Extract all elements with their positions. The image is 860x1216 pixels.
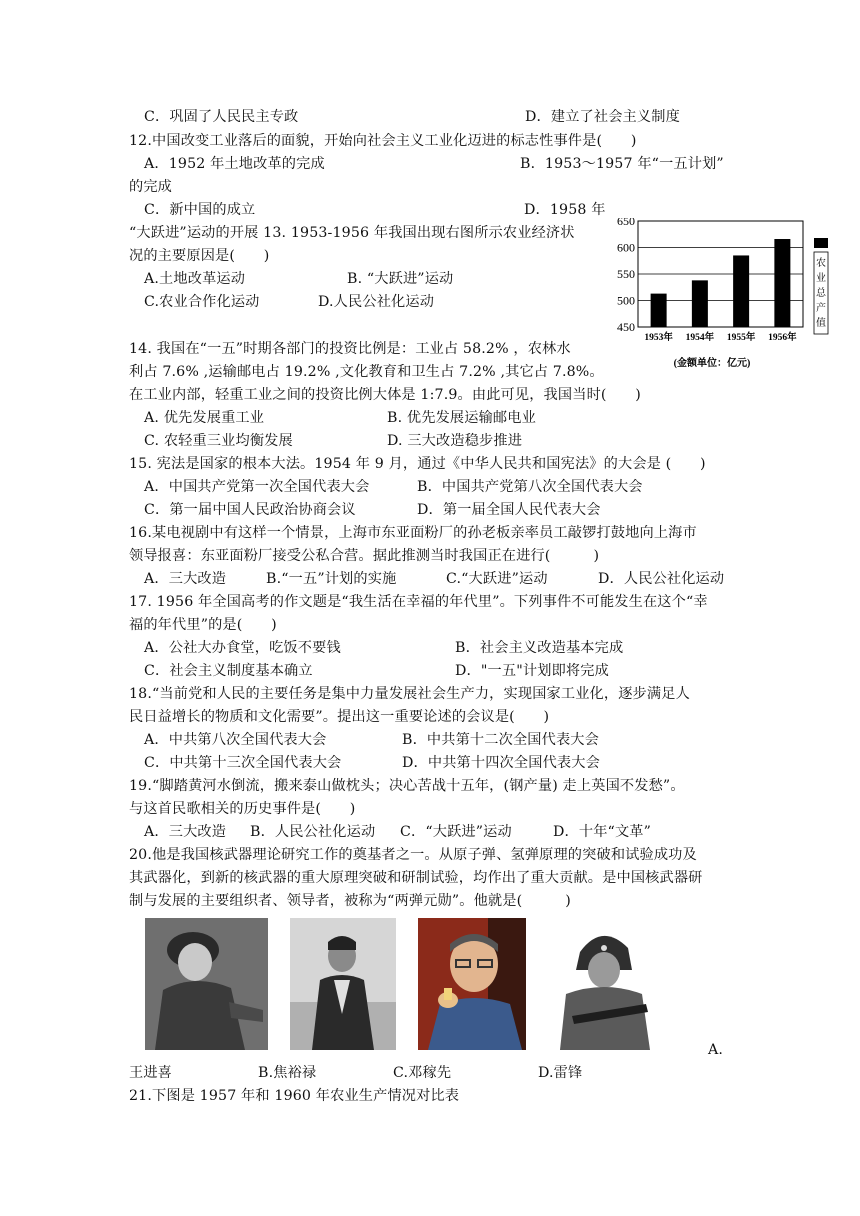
q19-option-a: A．三大改造 — [144, 824, 227, 840]
q20-option-c: C.邓稼先 — [393, 1065, 452, 1081]
legend-char: 农 — [816, 258, 826, 269]
q14-option-a: A. 优先发展重工业 — [144, 410, 265, 426]
q11-option-d: D．建立了社会主义制度 — [525, 109, 680, 125]
bar-1954年 — [692, 280, 708, 327]
x-tick-label: 1956年 — [768, 333, 797, 343]
photo-wang-jinxi — [145, 918, 268, 1050]
legend-char: 产 — [816, 303, 826, 314]
y-tick-label: 450 — [617, 320, 635, 334]
q19-option-d: D．十年“文革” — [553, 824, 652, 840]
q19-option-c: C．“大跃进”运动 — [400, 824, 512, 840]
q19-stem-line1: 19.“脚踏黄河水倒流，搬来泰山做枕头；决心苦战十五年，(钢产量) 走上英国不发愁”。 — [129, 778, 685, 794]
q16-option-d: D．人民公社化运动 — [598, 571, 725, 587]
q12-option-a: A．1952 年土地改革的完成 — [144, 156, 325, 172]
q19-stem-line2: 与这首民歌相关的历史事件是( ) — [129, 801, 356, 817]
legend-swatch — [814, 238, 828, 248]
q19-option-b: B．人民公社化运动 — [250, 824, 376, 840]
q15-option-b: B．中国共产党第八次全国代表大会 — [417, 479, 643, 495]
q18-stem-line1: 18.“当前党和人民的主要任务是集中力量发展社会生产力，实现国家工业化，逐步满足人 — [129, 686, 690, 702]
q14-option-c: C. 农轻重三业均衡发展 — [144, 433, 293, 449]
legend-char: 值 — [816, 318, 826, 329]
q18-option-c: C．中共第十三次全国代表大会 — [144, 755, 342, 771]
agri-output-chart-svg — [612, 218, 838, 374]
legend-char: 总 — [816, 288, 826, 299]
q13-option-d: D.人民公社化运动 — [318, 294, 435, 310]
q15-option-d: D．第一届全国人民代表大会 — [417, 502, 601, 518]
q13-stem-line1: “大跃进”运动的开展 13. 1953-1956 年我国出现右图所示农业经济状 — [129, 225, 575, 241]
agri-output-chart — [612, 218, 838, 374]
q16-option-b: B.“一五”计划的实施 — [266, 571, 397, 587]
q12-option-c: C．新中国的成立 — [144, 202, 256, 218]
chart-caption: (金额单位：亿元) — [673, 358, 751, 369]
y-tick-label: 550 — [617, 267, 635, 281]
q13-option-b: B. “大跃进”运动 — [347, 271, 454, 287]
q11-option-c: C．巩固了人民民主专政 — [144, 109, 299, 125]
q20-option-a-letter: A. — [708, 1042, 724, 1058]
y-tick-label: 600 — [617, 240, 635, 255]
q14-option-d: D. 三大改造稳步推进 — [387, 433, 523, 449]
q16-option-c: C.“大跃进”运动 — [446, 571, 548, 587]
q17-option-d: D．"一五"计划即将完成 — [455, 663, 609, 679]
q14-stem-line3: 在工业内部，轻重工业之间的投资比例大体是 1:7.9。由此可见，我国当时( ) — [129, 387, 641, 403]
x-tick-label: 1953年 — [644, 333, 673, 343]
q14-stem-line2: 利占 7.6% ,运输邮电占 19.2% ,文化教育和卫生占 7.2% ,其它占 7.8%。 — [129, 364, 604, 380]
q12-stem: 12.中国改变工业落后的面貌，开始向社会主义工业化迈进的标志性事件是( ) — [129, 133, 637, 149]
q12-option-b: B．1953～1957 年“一五计划” — [520, 156, 724, 172]
q16-option-a: A．三大改造 — [144, 571, 227, 587]
photo-lei-feng — [552, 918, 658, 1050]
q15-stem: 15. 宪法是国家的根本大法。1954 年 9 月，通过《中华人民共和国宪法》的大会是 ( ) — [129, 456, 706, 472]
q20-option-b: B.焦裕禄 — [258, 1065, 317, 1081]
x-tick-label: 1955年 — [726, 333, 756, 343]
legend-char: 业 — [816, 273, 826, 284]
q15-option-c: C．第一届中国人民政治协商会议 — [144, 502, 356, 518]
q17-stem-line2: 福的年代里”的是( ) — [129, 617, 277, 633]
q13-stem-line2: 况的主要原因是( ) — [129, 248, 270, 264]
photo-jiao-yulu — [290, 918, 396, 1050]
q18-stem-line2: 民日益增长的物质和文化需要”。提出这一重要论述的会议是( ) — [129, 709, 550, 725]
q14-stem-line1: 14. 我国在“一五”时期各部门的投资比例是：工业占 58.2% ，农林水 — [129, 341, 571, 357]
q17-option-c: C．社会主义制度基本确立 — [144, 663, 313, 679]
q20-option-a-name: 王进喜 — [129, 1065, 173, 1081]
y-tick-label: 650 — [617, 218, 635, 228]
y-tick-label: 500 — [617, 293, 635, 308]
q16-stem-line1: 16.某电视剧中有这样一个情景，上海市东亚面粉厂的孙老板亲率员工敲锣打鼓地向上海市 — [129, 525, 697, 541]
x-tick-label: 1954年 — [685, 333, 715, 343]
q17-option-b: B．社会主义改造基本完成 — [455, 640, 624, 656]
q12-option-b-cont: 的完成 — [129, 179, 173, 195]
q12-option-d: D．1958 年 — [524, 202, 606, 218]
q13-option-a: A.土地改革运动 — [144, 271, 246, 287]
q13-option-c: C.农业合作化运动 — [144, 294, 260, 310]
q21-stem: 21.下图是 1957 年和 1960 年农业生产情况对比表 — [129, 1088, 460, 1104]
bar-1953年 — [651, 294, 667, 327]
q16-stem-line2: 领导报喜：东亚面粉厂接受公私合营。据此推测当时我国正在进行( ) — [129, 548, 600, 564]
q18-option-d: D．中共第十四次全国代表大会 — [402, 755, 600, 771]
q15-option-a: A．中国共产党第一次全国代表大会 — [144, 479, 370, 495]
q20-stem-line1: 20.他是我国核武器理论研究工作的奠基者之一。从原子弹、氢弹原理的突破和试验成功及 — [129, 847, 697, 863]
photo-deng-jiaxian — [418, 918, 526, 1050]
q18-option-a: A．中共第八次全国代表大会 — [144, 732, 327, 748]
q17-stem-line1: 17. 1956 年全国高考的作文题是“我生活在幸福的年代里”。下列事件不可能发生在这个“幸 — [129, 594, 708, 610]
bar-1955年 — [733, 255, 749, 327]
q18-option-b: B．中共第十二次全国代表大会 — [402, 732, 599, 748]
q14-option-b: B. 优先发展运输邮电业 — [387, 410, 536, 426]
q20-stem-line2: 其武器化，到新的核武器的重大原理突破和研制试验，均作出了重大贡献。是中国核武器研 — [129, 870, 703, 886]
bar-1956年 — [774, 239, 790, 327]
q20-option-d: D.雷锋 — [538, 1065, 583, 1081]
q17-option-a: A．公社大办食堂，吃饭不要钱 — [144, 640, 341, 656]
q20-stem-line3: 制与发展的主要组织者、领导者，被称为“两弹元勋”。他就是( ) — [129, 893, 571, 909]
